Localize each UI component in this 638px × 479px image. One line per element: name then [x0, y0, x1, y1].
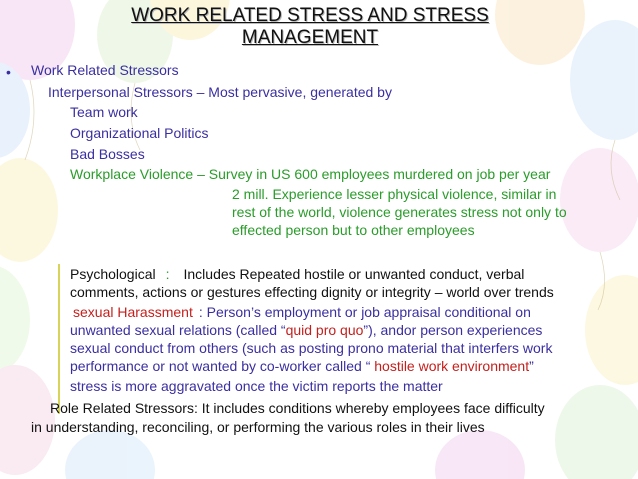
harassment-line-1 [73, 304, 531, 321]
harassment-label: sexual Harassment [73, 304, 193, 320]
role-stressors-line-2: in understanding, reconciling, or performing the various roles in their lives [31, 419, 485, 435]
sub-level-bar [58, 264, 60, 414]
list-item-org-politics: Organizational Politics [70, 125, 209, 141]
harassment-text-1: : Person’s employment or job appraisal conditional on [198, 304, 531, 320]
psychological-line-2: comments, actions or gestures effecting dignity or integrity – world over trends [70, 284, 554, 300]
hostile-work-environment: hostile work environment [374, 358, 530, 374]
harassment-text-2b: ”), andor person experiences [363, 322, 543, 338]
psychological-colon: : [165, 266, 170, 282]
violence-detail-1: 2 mill. Experience lesser physical violence, similar in [232, 186, 557, 202]
harassment-text-4a: performance or not wanted by co-worker called “ [70, 358, 375, 374]
list-item-team-work: Team work [70, 104, 138, 120]
violence-detail-3: effected person but to other employees [232, 222, 475, 238]
level2-item: Interpersonal Stressors – Most pervasive, generated by [48, 84, 392, 100]
role-stressors-line-1: Role Related Stressors: It includes conditions whereby employees face difficulty [50, 400, 545, 416]
slide-title [60, 5, 560, 49]
psychological-label: Psychological [70, 266, 156, 282]
workplace-violence-line: Workplace Violence – Survey in US 600 employees murdered on job per year [70, 166, 551, 182]
aggravated-line: stress is more aggravated once the victim reports the matter [70, 378, 443, 394]
harassment-text-4b: ” [529, 358, 534, 374]
harassment-line-4 [70, 358, 534, 375]
title-line-1: WORK RELATED STRESS AND STRESS [131, 5, 489, 26]
list-item-bad-bosses: Bad Bosses [70, 146, 145, 162]
bullet-icon: • [6, 64, 11, 80]
harassment-line-2 [70, 322, 542, 339]
psychological-text-1: Includes Repeated hostile or unwanted conduct, verbal [183, 266, 525, 282]
psychological-line-1 [70, 266, 524, 283]
level1-item: Work Related Stressors [31, 62, 179, 78]
title-line-2: MANAGEMENT [241, 27, 379, 48]
violence-detail-2: rest of the world, violence generates stress not only to [232, 204, 567, 220]
harassment-text-2a: unwanted sexual relations (called “ [70, 322, 286, 338]
quid-pro-quo: quid pro quo [285, 322, 364, 338]
harassment-line-3: sexual conduct from others (such as posting prono material that interfers work [70, 340, 553, 356]
